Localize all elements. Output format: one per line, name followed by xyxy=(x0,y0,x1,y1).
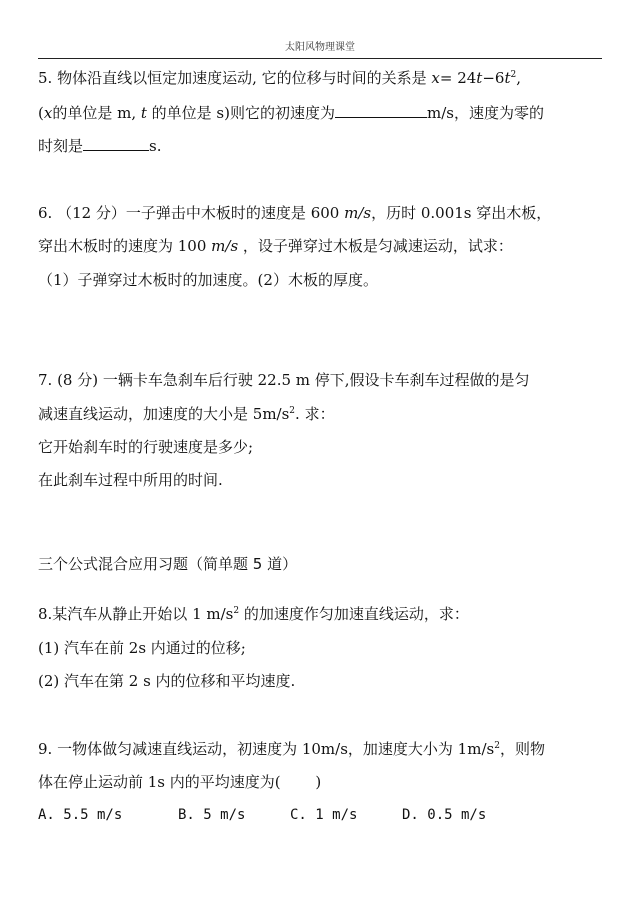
q7-text: . 求： xyxy=(295,405,335,423)
q8-line-1 xyxy=(38,604,469,624)
q5-line-1 xyxy=(38,68,521,88)
q5-unit: s. xyxy=(149,137,162,155)
q6-unit: m/s xyxy=(344,204,372,222)
q5-comma: , xyxy=(516,69,521,87)
q6-text: ，设子弹穿过木板是匀减速运动，试求： xyxy=(238,237,513,255)
q7-line-1 xyxy=(38,370,530,390)
q5-exponent: 2 xyxy=(510,70,517,80)
q5-unit: m/s，速度为零的 xyxy=(426,104,544,122)
q5-var-t: t xyxy=(140,104,147,122)
q9-text: 9. 一物体做匀减速直线运动，初速度为 10m/s，加速度大小为 1m/s xyxy=(38,740,495,758)
q5-var-t: t xyxy=(504,69,511,87)
q9-option-a[interactable]: A. 5.5 m/s xyxy=(38,807,123,823)
q5-eq: = 24 xyxy=(439,69,477,87)
q9-line-1 xyxy=(38,739,545,759)
q5-answer-blank-velocity[interactable] xyxy=(335,103,427,118)
q8-line-3 xyxy=(38,671,295,691)
q9-text: ，则物 xyxy=(499,740,545,758)
q9-text: 体在停止运动前 1s 内的平均速度为( ) xyxy=(38,773,322,791)
q5-var-x: x xyxy=(431,69,440,87)
q9-exponent: 2 xyxy=(494,741,500,751)
q5-text: 5. 物体沿直线以恒定加速度运动, 它的位移与时间的关系是 xyxy=(38,69,432,87)
q6-line-1 xyxy=(38,203,551,223)
q5-line-3 xyxy=(38,136,161,156)
q7-line-4 xyxy=(38,470,223,490)
q5-answer-blank-time[interactable] xyxy=(83,136,149,151)
q6-unit: m/s xyxy=(211,237,239,255)
q5-line-2 xyxy=(38,103,544,123)
q7-line-3 xyxy=(38,437,253,457)
q6-text: （1）子弹穿过木板时的加速度。(2）木板的厚度。 xyxy=(38,271,378,289)
section-title-text: 三个公式混合应用习题（简单题 5 道） xyxy=(38,555,298,573)
q7-text: 在此刹车过程中所用的时间. xyxy=(38,471,223,489)
q5-text: 的单位是 s)则它的初速度为 xyxy=(146,104,335,122)
q7-text: 它开始刹车时的行驶速度是多少; xyxy=(38,438,254,456)
q5-var-x: x xyxy=(43,104,53,122)
page-header xyxy=(38,38,602,53)
q5-paren: ( xyxy=(38,104,44,122)
header-divider xyxy=(38,58,602,59)
q9-line-2 xyxy=(38,772,321,792)
q5-var-t: t xyxy=(476,69,483,87)
q5-minus: −6 xyxy=(482,69,505,87)
q6-text: 穿出木板时的速度为 100 xyxy=(38,237,212,255)
q6-line-3 xyxy=(38,270,378,290)
q7-text: 减速直线运动，加速度的大小是 5m/s xyxy=(38,405,290,423)
q9-option-d[interactable]: D. 0.5 m/s xyxy=(402,807,487,823)
q9-option-b[interactable]: B. 5 m/s xyxy=(178,807,246,823)
q7-text: 7. (8 分) 一辆卡车急刹车后行驶 22.5 m 停下,假设卡车刹车过程做的是匀 xyxy=(38,371,530,389)
q6-text: ，历时 0.001s 穿出木板， xyxy=(371,204,552,222)
q8-text: 的加速度作匀加速直线运动，求： xyxy=(239,605,469,623)
q6-line-2 xyxy=(38,236,513,256)
q8-text: (1) 汽车在前 2s 内通过的位移; xyxy=(38,639,246,657)
q7-exponent: 2 xyxy=(289,406,296,416)
q5-text: 的单位是 m, xyxy=(52,104,141,122)
q8-exponent: 2 xyxy=(233,606,240,616)
q8-text: (2) 汽车在第 2 s 内的位移和平均速度. xyxy=(38,672,296,690)
q5-text: 时刻是 xyxy=(38,137,84,155)
q9-options xyxy=(38,805,486,825)
header-title: 太阳风物理课堂 xyxy=(285,42,355,53)
q9-option-c[interactable]: C. 1 m/s xyxy=(290,807,358,823)
q7-line-2 xyxy=(38,404,335,424)
q6-text: 6. （12 分）一子弹击中木板时的速度是 600 xyxy=(38,204,345,222)
q8-text: 8.某汽车从静止开始以 1 m/s xyxy=(38,605,234,623)
section-title xyxy=(38,554,297,574)
q8-line-2 xyxy=(38,638,246,658)
